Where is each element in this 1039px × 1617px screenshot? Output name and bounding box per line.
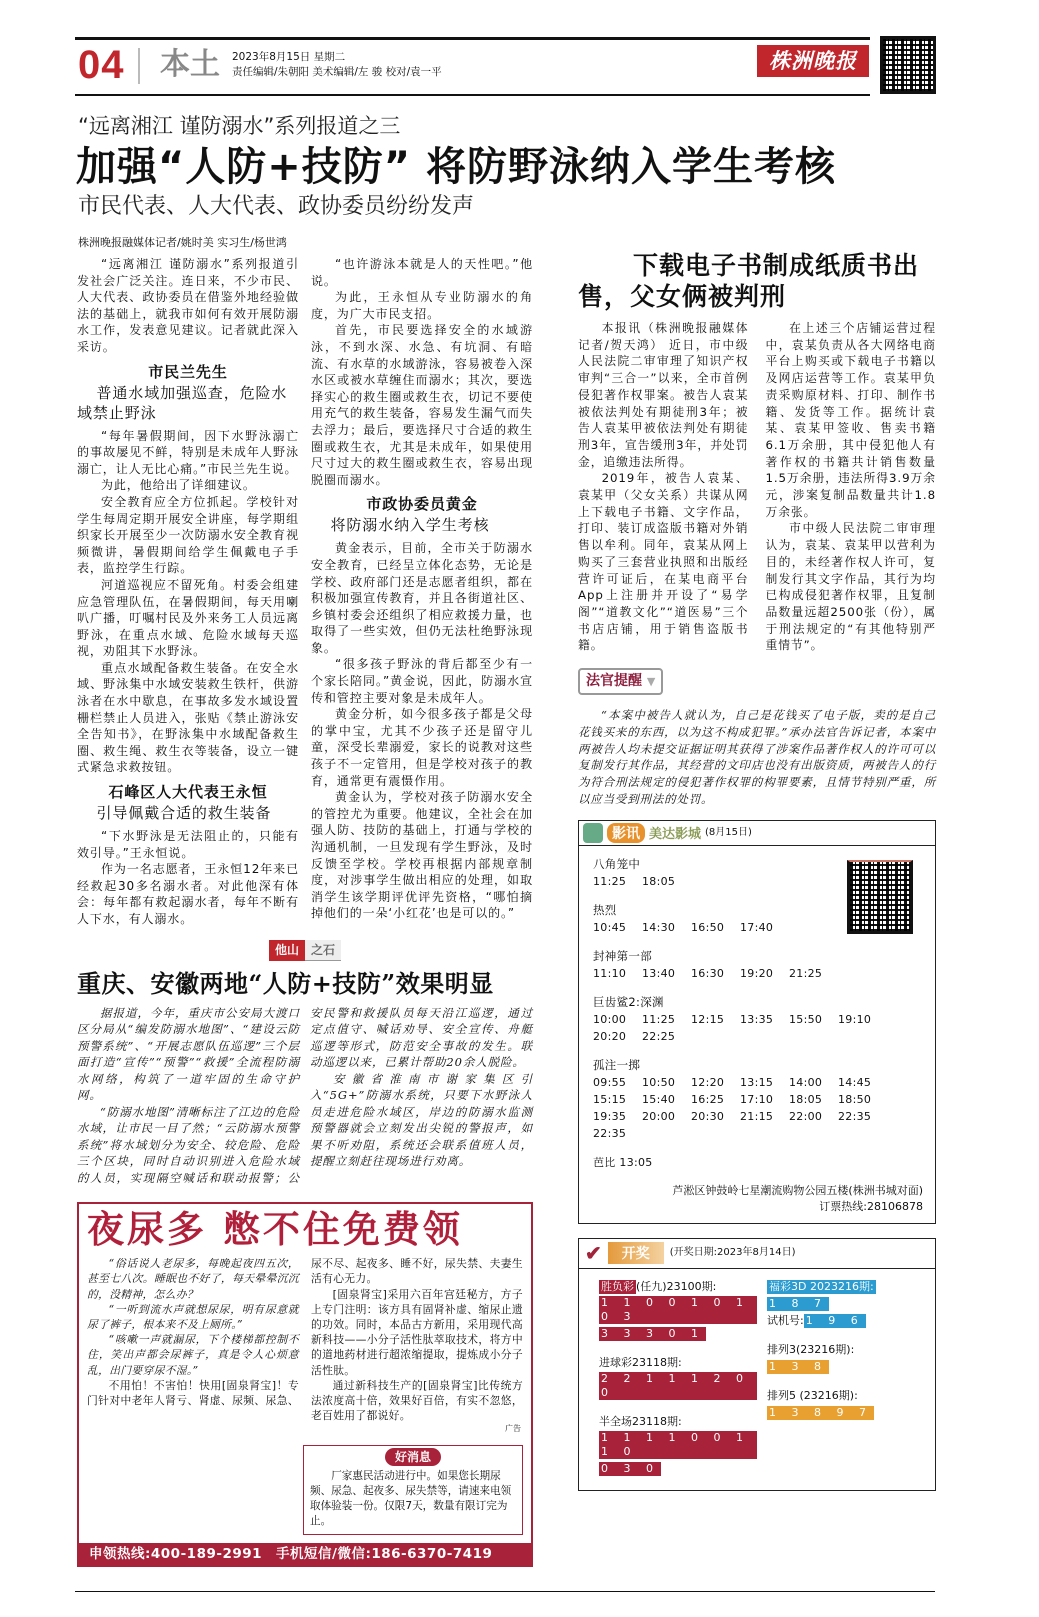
showtime: 22:00 bbox=[789, 1109, 823, 1123]
lottery-sfc bbox=[599, 1279, 757, 1343]
paragraph: 黄金表示，目前，全市关于防溺水安全教育，已经呈立体化态势，无论是学校、政府部门还是志愿者组织，都在积极加强宣传教育，并且各街道社区、乡镇村委会还组织了相应救援力量，也取得了一些实效，但仍无法杜绝野泳现象。 bbox=[311, 541, 533, 655]
film-entry bbox=[593, 1057, 923, 1142]
checkmark-icon: ✔ bbox=[585, 1242, 602, 1265]
paragraph: “每年暑假期间，因下水野泳溺亡的事故屡见不鲜，特别是未成年人野泳溺亡，让人无比心痛。”市民兰先生说。 bbox=[77, 428, 299, 476]
judge-reminder-text: “本案中被告人就认为，自己是花钱买了电子版，卖的是自己花钱买来的东西，以为这不构成犯罪。”承办法官告诉记者，本案中两被告人均未提交证据证明其获得了涉案作品著作权人的许可可以复制发行其作品，其经营的文印店也没有出版资质，两被告人的行为符合刑法规定的侵犯著作权罪的构罪要素，且情节特别严重，所以应当受到刑法的处罚。 bbox=[578, 708, 936, 807]
section-name: 本土 bbox=[160, 47, 220, 82]
section-speaker: 市民兰先生 bbox=[148, 362, 228, 381]
ad-news-tag: 好消息 bbox=[385, 1448, 441, 1466]
qr-code-icon bbox=[847, 860, 913, 934]
showtime: 11:10 bbox=[593, 966, 627, 980]
p5-label: 排列5 (23216期): bbox=[767, 1388, 858, 1402]
paragraph: “很多孩子野泳的背后都至少有一个家长陪同。”黄金说，因此，防溺水宣传和管控主要对象是未成年人。 bbox=[311, 657, 533, 705]
ad-paragraph: 不用怕！不害怕！快用[固泉肾宝]！专门针对中老年人肾亏、肾虚、尿频、尿急、尿不尽、起夜多、睡不好，尿失禁、夫妻生活有心无力。 bbox=[87, 1257, 523, 1407]
ad-quote: “一听到流水声就想尿尿，明有尿意就尿了裤子，根本来不及上厕所。” bbox=[87, 1302, 299, 1331]
paragraph: “防溺水地图”清晰标注了江边的危险水域，让市民一目了然；“云防溺水预警系统”将水域划分为安全、较危险、危险三个区块，同时自动识别进入危险水域的人员，实现隔空喊话和联动报警；公安民警和救援队员每天沿江巡逻，通过定点值守、喊话劝导、安全宣传、舟艇巡逻等形式，防范安全事故的发生。联动巡逻以来，已累计帮助20余人脱险。 bbox=[77, 1005, 533, 1185]
lottery-column bbox=[767, 1279, 925, 1478]
cinema-box bbox=[578, 820, 936, 1224]
showtime: 19:35 bbox=[593, 1109, 627, 1123]
sfc-label: 胜负彩 bbox=[601, 1279, 634, 1293]
lottery-jqc bbox=[599, 1355, 757, 1402]
byline: 株洲晚报融媒体记者/姚时美 实习生/杨世鸿 bbox=[78, 236, 287, 249]
fc3d-label: 福彩3D 2023216期: bbox=[769, 1279, 874, 1293]
showtimes bbox=[593, 919, 823, 936]
header-bottom-rule bbox=[75, 94, 870, 96]
right-column bbox=[578, 250, 936, 1491]
lottery-box bbox=[578, 1238, 936, 1491]
editors: 责任编辑/朱朝阳 美术编辑/左 骏 校对/袁一平 bbox=[232, 66, 442, 78]
newspaper-logo: 株洲晚报 bbox=[757, 45, 869, 77]
section-topic: 引导佩戴合适的救生装备 bbox=[96, 804, 272, 823]
showtime: 10:50 bbox=[642, 1075, 676, 1089]
triangle-down-icon: ▼ bbox=[646, 675, 656, 689]
film-camera-icon bbox=[583, 823, 603, 843]
paragraph: 为此，他给出了详细建议。 bbox=[101, 478, 256, 493]
p3-numbers: 1 3 8 bbox=[769, 1359, 827, 1373]
sfc-numbers: 3 3 3 0 1 bbox=[601, 1326, 704, 1340]
cinema-header bbox=[579, 821, 935, 846]
ad-body bbox=[79, 1252, 531, 1423]
showtime: 16:25 bbox=[691, 1092, 725, 1106]
advertisement bbox=[77, 1202, 533, 1567]
lottery-title: 开奖 bbox=[608, 1242, 664, 1264]
cinema-hotline: 订票热线:28106878 bbox=[819, 1199, 923, 1213]
showtimes bbox=[593, 1074, 908, 1142]
showtime: 17:40 bbox=[740, 920, 774, 934]
other-headline: 重庆、安徽两地“人防+技防”效果明显 bbox=[77, 968, 494, 998]
ad-hotline-bar: 申领热线:400-189-2991 手机短信/微信:186-6370-7419 bbox=[79, 1543, 531, 1565]
issue-meta bbox=[232, 50, 442, 80]
showtime: 14:45 bbox=[838, 1075, 872, 1089]
showtime: 14:00 bbox=[789, 1075, 823, 1089]
paragraph: 安全教育应全方位抓起。学校针对学生每周定期开展安全讲座，每学期组织家长开展至少一次防溺水安全教育视频微讲，暑假期间给学生佩戴电子手表，监控学生行踪。 bbox=[77, 494, 299, 576]
paragraph: 黄金分析，如今很多孩子都是父母的掌中宝，尤其不少孩子还是留守儿童，深受长辈溺爱，家长的说教对这些孩子不一定管用，但是学校对孩子的教育，通常更有震慑作用。 bbox=[311, 707, 533, 788]
film-entry: 芭比 13:05 bbox=[593, 1155, 653, 1169]
cinema-schedule bbox=[579, 846, 935, 1223]
tag-part: 之石 bbox=[305, 940, 341, 961]
paragraph: 重点水域配备救生装备。在安全水域、野泳集中水域安装救生铁杆，供游泳者在水中歇息，在事故多发水域设置栅栏禁止人员进入，张贴《禁止游泳安全告知书》，在野泳集中水域配备救生圈、救生绳、救生衣等装备，设立一键式紧急求救按钮。 bbox=[77, 660, 299, 775]
bqc-label: 半全场23118期: bbox=[599, 1414, 682, 1428]
showtimes bbox=[593, 1011, 908, 1045]
film-name: 封神第一部 bbox=[593, 948, 652, 963]
cinema-badge: 影讯 bbox=[607, 823, 645, 843]
showtimes bbox=[593, 873, 823, 890]
showtime: 21:15 bbox=[740, 1109, 774, 1123]
qr-code-icon bbox=[880, 36, 936, 94]
paragraph: 在上述三个店铺运营过程中，袁某负责从各大网络电商平台上购买或下载电子书籍以及网店运营等工作。袁某甲负责采购原材料、打印、制作书籍、发货等工作。据统计袁某、袁某甲签收、售卖书籍6.1万余册，其中侵犯他人有著作权的书籍共计销售数量1.5万余册，违法所得3.9万余元，涉案复制品数量共计1.8万余张。 bbox=[765, 321, 936, 519]
showtime: 15:15 bbox=[593, 1092, 627, 1106]
test-label: 试机号: bbox=[767, 1313, 804, 1327]
lead-headline: 加强“人防+技防” 将防野泳纳入学生考核 bbox=[76, 144, 837, 190]
lottery-column bbox=[599, 1279, 757, 1478]
showtime: 19:20 bbox=[740, 966, 774, 980]
jqc-numbers: 2 2 1 1 1 2 0 0 bbox=[599, 1372, 757, 1400]
showtime: 16:30 bbox=[691, 966, 725, 980]
showtime: 11:25 bbox=[593, 874, 627, 888]
lottery-bqc bbox=[599, 1414, 757, 1478]
showtime: 15:40 bbox=[642, 1092, 676, 1106]
sfc-numbers: 1 1 0 0 1 0 1 0 3 bbox=[599, 1296, 757, 1324]
ebook-headline: 下载电子书制成纸质书出售，父女俩被判刑 bbox=[578, 251, 920, 311]
cinema-address: 芦淞区钟鼓岭七星潮流购物公园五楼(株洲书城对面) bbox=[672, 1183, 923, 1197]
film-name: 八角笼中 bbox=[593, 856, 641, 871]
showtime: 13:35 bbox=[740, 1012, 774, 1026]
film-name: 巨齿鲨2:深渊 bbox=[593, 994, 664, 1009]
showtime: 18:05 bbox=[642, 874, 676, 888]
film-entry bbox=[593, 948, 923, 982]
showtime: 17:10 bbox=[740, 1092, 774, 1106]
ebook-article-body bbox=[578, 320, 936, 654]
showtime: 14:30 bbox=[642, 920, 676, 934]
ad-title: 夜尿多 憋不住免费领 bbox=[87, 1207, 463, 1252]
test-numbers: 1 9 6 bbox=[805, 1313, 864, 1327]
ad-quote: “俗话说人老尿多，每晚起夜四五次，甚至七八次。睡眠也不好了，每天晕晕沉沉的，没精神，怎么办？ bbox=[87, 1257, 299, 1301]
other-article-body bbox=[77, 1005, 533, 1187]
paragraph: 为此，王永恒从专业防溺水的角度，为广大市民支招。 bbox=[311, 290, 533, 321]
left-column bbox=[77, 256, 533, 1567]
ad-paragraph: 通过新科技生产的[固泉肾宝]比传统方法浓度高十倍，效果好百倍，有实不忽悠，老百姓用了都说好。 bbox=[311, 1378, 523, 1423]
lottery-p5 bbox=[767, 1388, 925, 1422]
showtime: 10:45 bbox=[593, 920, 627, 934]
showtime: 20:00 bbox=[642, 1109, 676, 1123]
intro-paragraph: “远离湘江 谨防溺水”系列报道引发社会广泛关注。连日来，不少市民、人大代表、政协委员在借鉴外地经验做法的基础上，就我市如何有效开展防溺水工作，发表意见建议。记者就此深入采访。 bbox=[77, 257, 299, 354]
section-topic: 将防溺水纳入学生考核 bbox=[330, 516, 490, 535]
ad-paragraph: [固泉肾宝]采用六百年宫廷秘方，方子上专门注明：该方具有固肾补虚、缩尿止遗的功效。同时，本品古方新用，采用现代高新科技——小分子活性肽萃取技术，将方中的道地药材进行超浓缩提取，提炼成小分子活性肽。 bbox=[311, 1287, 523, 1377]
paragraph: 作为一名志愿者，王永恒12年来已经救起30多名溺水者。对此他深有体会：每年都有救起溺水者，每年不断有人下水，有人溺水。 bbox=[77, 862, 299, 926]
section-speaker: 石峰区人大代表王永恒 bbox=[108, 783, 268, 802]
column-tag bbox=[77, 940, 533, 961]
showtime: 22:35 bbox=[838, 1109, 872, 1123]
bqc-numbers: 1 1 1 1 0 0 1 1 0 bbox=[599, 1431, 757, 1459]
lottery-fc3d bbox=[767, 1279, 925, 1330]
showtime: 15:50 bbox=[789, 1012, 823, 1026]
lead-subheadline: 市民代表、人大代表、政协委员纷纷发声 bbox=[78, 194, 475, 219]
showtime: 13:40 bbox=[642, 966, 676, 980]
cinema-name: 美达影城 bbox=[649, 826, 702, 842]
showtime: 21:25 bbox=[789, 966, 823, 980]
top-rule bbox=[75, 37, 870, 40]
showtime: 16:50 bbox=[691, 920, 725, 934]
ad-quote: “咳嗽一声就漏尿，下个楼梯都控制不住，笑出声都会尿裤子，真是令人心烦意乱，出门要穿尿不湿。” bbox=[87, 1333, 299, 1377]
film-name: 孤注一掷 bbox=[593, 1057, 641, 1072]
showtime: 22:25 bbox=[642, 1029, 676, 1043]
paragraph: 首先，市民要选择安全的水域游泳，不到水深、水急、有坑洞、有暗流、有水草的水域游泳，容易被卷入深水区或被水草缠住而溺水；其次，要选择实心的救生圈或救生衣，切记不要使用充气的救生装备，容易发生漏气而失去浮力；最后，要选择尺寸合适的救生圈或救生衣，尤其是未成年，如果使用尺寸过大的救生圈或救生衣，容易出现脱圈而溺水。 bbox=[311, 323, 533, 487]
showtime: 10:00 bbox=[593, 1012, 627, 1026]
bqc-numbers: 0 3 0 bbox=[601, 1461, 659, 1475]
lottery-p3 bbox=[767, 1342, 925, 1376]
p5-numbers: 1 3 8 9 7 bbox=[769, 1405, 872, 1419]
showtime: 20:20 bbox=[593, 1029, 627, 1043]
fc3d-numbers: 1 8 7 bbox=[769, 1296, 827, 1310]
showtime: 19:10 bbox=[838, 1012, 872, 1026]
paragraph: 黄金认为，学校对孩子防溺水安全的管控尤为重要。他建议，全社会在加强人防、技防的基础上，打通与学校的沟通机制，一旦发现有学生野泳，及时反馈至学校。学校再根据内部规章制度，对涉事学生做出相应的处理，如取消学生该学期评优评先资格，“哪怕摘掉他们的一朵‘小红花’也是可以的。” bbox=[311, 790, 533, 921]
ad-source: 广告 bbox=[505, 1424, 521, 1434]
showtime: 13:15 bbox=[740, 1075, 774, 1089]
divider bbox=[138, 48, 140, 84]
lottery-results bbox=[579, 1269, 935, 1490]
issue-date: 2023年8月15日 星期二 bbox=[232, 51, 346, 63]
paragraph: 本报讯（株洲晚报融媒体记者/贺天鸿） 近日，市中级人民法院二审审理了知识产权审判“三合一”以来，全市首例侵犯著作权罪案。被告人袁某被依法判处有期徒刑3年；被告人袁某甲被依法判处有期徒刑3年，宣告缓刑3年，并处罚金，追缴违法所得。 bbox=[578, 321, 749, 469]
page-number: 04 bbox=[78, 43, 125, 87]
showtimes bbox=[593, 965, 908, 982]
showtime: 09:55 bbox=[593, 1075, 627, 1089]
showtime: 18:50 bbox=[838, 1092, 872, 1106]
section-topic: 普通水域加强巡查，危险水域禁止野泳 bbox=[77, 383, 288, 422]
showtime: 11:25 bbox=[642, 1012, 676, 1026]
showtime: 12:15 bbox=[691, 1012, 725, 1026]
paragraph: 市中级人民法院二审审理认为，袁某、袁某甲以营利为目的，未经著作权人许可，复制发行其文字作品，其行为均已构成侵犯著作权罪，且复制品数量远超2500张（份），属于刑法规定的“有其他特别严重情节”。 bbox=[765, 521, 936, 653]
tag-part: 他山 bbox=[269, 940, 305, 961]
paragraph: 据报道，今年，重庆市公安局大渡口区分局从“编发防溺水地图”、“建设云防预警系统”、“开展志愿队伍巡逻”三个层面打造“宣传”“预警”“救援”全流程防溺水网络，构筑了一道牢固的生命守护网。 bbox=[77, 1005, 300, 1103]
lottery-header bbox=[579, 1239, 935, 1269]
lottery-date: (开奖日期:2023年8月14日) bbox=[669, 1247, 796, 1259]
paragraph: 河道巡视应不留死角。村委会组建应急管理队伍，在暑假期间，每天用喇叭广播，叮嘱村民及外来务工人员远离野泳，在重点水域、危险水域每天巡视，劝阻其下水野泳。 bbox=[77, 577, 299, 659]
showtime: 20:30 bbox=[691, 1109, 725, 1123]
film-name: 热烈 bbox=[593, 902, 617, 917]
showtime: 22:35 bbox=[593, 1126, 627, 1140]
film-entry bbox=[593, 994, 923, 1045]
judge-reminder-tag bbox=[578, 668, 663, 695]
sfc-issue: (任九)23100期: bbox=[636, 1279, 717, 1293]
p3-label: 排列3(23216期): bbox=[767, 1342, 855, 1356]
judge-tag-label: 法官提醒 bbox=[586, 673, 642, 690]
jqc-label: 进球彩23118期: bbox=[599, 1355, 682, 1369]
series-kicker: “远离湘江 谨防溺水”系列报道之三 bbox=[78, 114, 401, 138]
cinema-date: (8月15日) bbox=[705, 826, 752, 838]
ad-news-text: 厂家惠民活动进行中。如果您长期尿频、尿急、起夜多、尿失禁等，请速来电领取体验装一份。仅限7天，数量有限订完为止。 bbox=[310, 1470, 512, 1528]
paragraph: “下水野泳是无法阻止的，只能有效引导。”王永恒说。 bbox=[77, 829, 299, 860]
section-speaker: 市政协委员黄金 bbox=[366, 495, 478, 514]
showtime: 12:20 bbox=[691, 1075, 725, 1089]
showtime: 18:05 bbox=[789, 1092, 823, 1106]
paragraph: 安徽省淮南市谢家集区引入“5G+”防溺水系统，只要下水野泳人员走进危险水域区，岸边的防溺水监测预警器就会立刻发出尖锐的警报声，如果不听劝阻，系统还会联系值班人员，提醒立刻赶往现场进行劝离。 bbox=[310, 1071, 533, 1169]
lead-article-body bbox=[77, 256, 533, 928]
bottom-rule bbox=[75, 1591, 935, 1592]
paragraph: 2019年，被告人袁某、袁某甲（父女关系）共谋从网上下载电子书籍、文字作品，打印、装订成盗版书籍对外销售以牟利。同年，袁某从网上购买了三套营业执照和出版经营许可证后，在某电商平台App上注册并开设了“易学阁”“道教文化”“道医易”三个书店店铺，用于销售盗版书籍。 bbox=[578, 471, 749, 653]
paragraph: “也许游泳本就是人的天性吧。”他说。 bbox=[311, 257, 533, 288]
